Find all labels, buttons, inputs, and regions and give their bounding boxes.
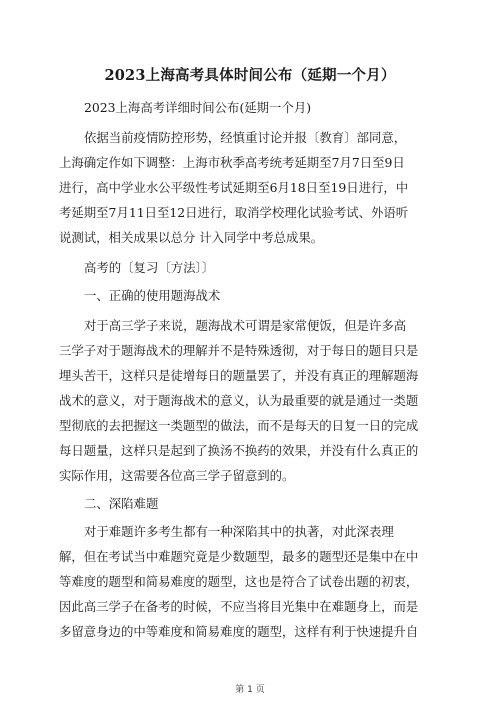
paragraph-line: 三学子对于题海战术的理解并不是特殊透彻，对于每日的题目只是 — [59, 343, 419, 358]
paragraph-line: 等难度的题型和简易难度的题型，这也是符合了试卷出题的初衷， — [59, 574, 419, 589]
paragraph-line: 型彻底的去把握这一类题型的做法，而不是每天的日复一日的完成 — [59, 418, 419, 433]
section-heading: 二、深陷难题 — [84, 496, 159, 511]
section-heading: 高考的〔复习〔方法〕〕 — [84, 260, 215, 275]
paragraph-line: 说测试，相关成果以总分 计入同学中考总成果。 — [59, 230, 324, 245]
paragraph-line: 每日题量，这样只是起到了换汤不换药的效果，并没有什么真正的 — [59, 443, 419, 458]
paragraph-line: 考延期至7月11日至12日进行，取消学校理化试验考试、外语听 — [59, 205, 409, 220]
paragraph-line: 实际作用，这需要各位高三学子留意到的。 — [59, 468, 295, 483]
paragraph-line: 因此高三学子在备考的时候，不应当将目光集中在难题身上，而是 — [59, 599, 419, 614]
paragraph-line: 上海确定作如下调整：上海市秋季高考统考延期至7月7日至9日 — [59, 155, 405, 170]
section-heading: 一、正确的使用题海战术 — [84, 288, 221, 303]
page-number: 第 1 页 — [235, 685, 265, 695]
paragraph-line: 解，但在考试当中难题究竟是少数题型，最多的题型还是集中在中 — [59, 549, 419, 564]
paragraph-line: 埋头苦干，这样只是徒增每日的题量罢了，并没有真正的理解题海 — [59, 368, 419, 383]
subtitle-line: 2023上海高考详细时间公布(延期一个月) — [84, 100, 312, 115]
document-title: 2023上海高考具体时间公布（延期一个月） — [104, 67, 396, 84]
paragraph-line: 多留意身边的中等难度和简易难度的题型，这样有利于快速提升自 — [59, 624, 419, 639]
paragraph-line: 进行，高中学业水公平级性考试延期至6月18日至19日进行，中 — [59, 180, 409, 195]
paragraph-line: 战术的意义，对于题海战术的意义，认为最重要的就是通过一类题 — [59, 393, 419, 408]
paragraph-line: 对于高三学子来说，题海战术可谓是家常便饭，但是许多高 — [84, 318, 407, 333]
paragraph-line: 对于难题许多考生都有一种深陷其中的执著，对此深表理 — [84, 524, 394, 539]
paragraph-line: 依据当前疫情防控形势，经慎重讨论并报〔教育〕部同意， — [84, 130, 407, 145]
